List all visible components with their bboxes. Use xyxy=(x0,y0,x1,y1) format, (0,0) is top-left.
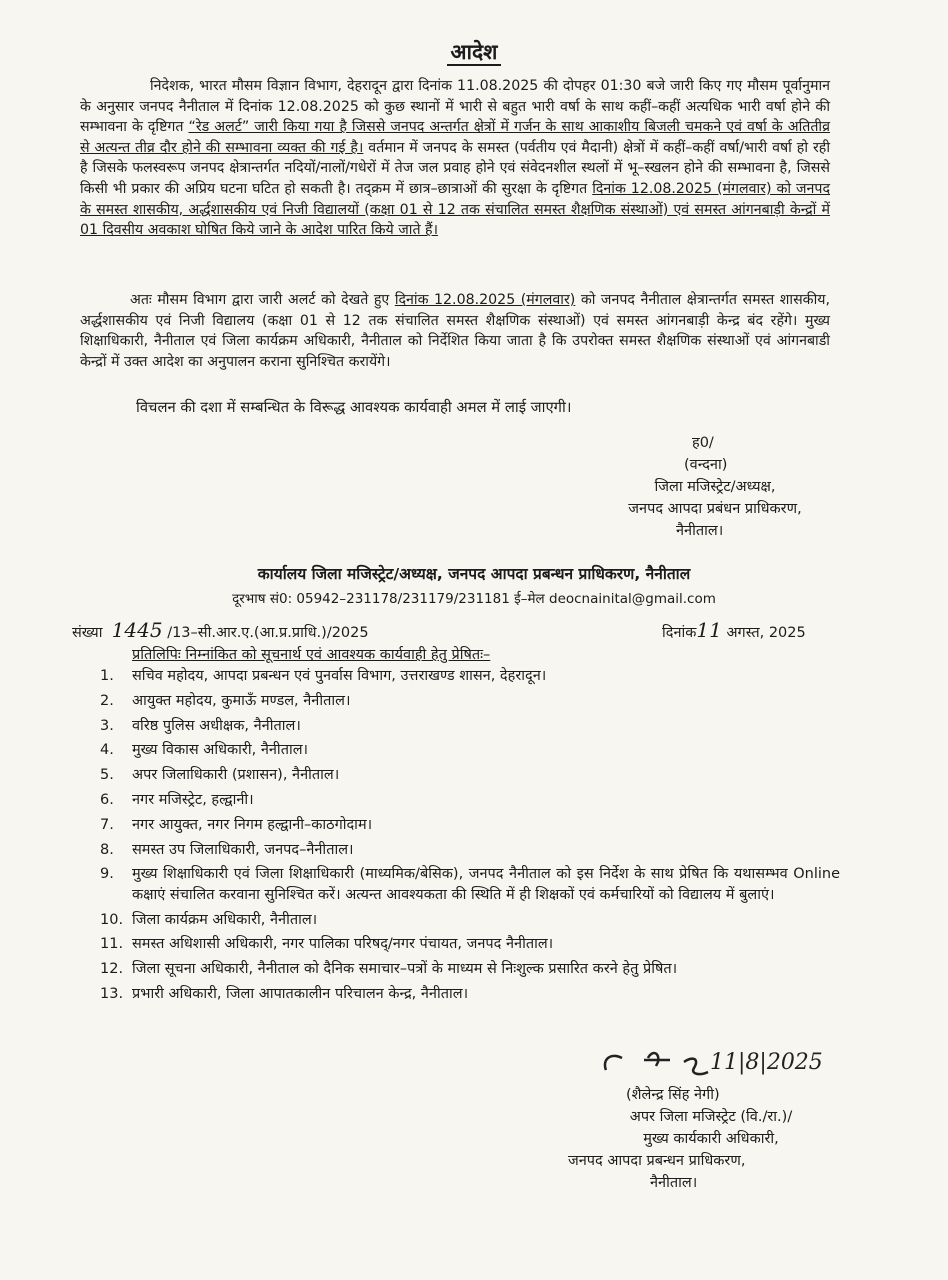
recipient-number: 1. xyxy=(100,668,114,684)
recipient-text: मुख्य शिक्षाधिकारी एवं जिला शिक्षाधिकारी (माध्यमिक/बेसिक), जनपद नैनीताल को इस निर्देश के साथ प्रेषित कि यथासम्भव Online कक्षाएं संचालित करवाना सुनिश्चित करें। अत्यन्त आवश्यकता की स्थिति में ही शिक्षकों एवं कर्मचारियों को विद्यालय में बुलाएं। xyxy=(132,866,840,903)
reference-number: संख्या 1445 /13–सी.आर.ए.(आ.प्र.प्राधि.)/2025 xyxy=(72,618,369,642)
recipient-item xyxy=(100,740,840,761)
recipient-item xyxy=(100,765,840,786)
signatory-role: मुख्य कार्यकारी अधिकारी, xyxy=(643,1131,779,1147)
signature-block-adm xyxy=(568,1084,836,1194)
order-paragraph-1: निदेशक, भारत मौसम विज्ञान विभाग, देहरादून द्वारा दिनांक 11.08.2025 की दोपहर 01:30 बजे जारी किए गए मौसम पूर्वानुमान के अनुसार जनपद नैनीताल में दिनांक 12.08.2025 को कुछ स्थानों में भारी से बहुत भारी वर्षा के साथ कहीं–कहीं अत्यधिक भारी वर्षा होने की सम्भावना के दृष्टिगत “रेड अलर्ट” जारी किया गया है जिससे जनपद अन्तर्गत क्षेत्रों में गर्जन के साथ आकाशीय बिजली चमकने एवं वर्षा के अतितीव्र से अत्यन्त तीव्र दौर होने की सम्भावना व्यक्त की गई है। वर्तमान में जनपद के समस्त (पर्वतीय एवं मैदानी) क्षेत्रों में कहीं–कहीं वर्षा/भारी वर्षा हो रही है जिसके फलस्वरूप जनपद क्षेत्रान्तर्गत नदियों/नालों/गधेरों में तेज जल प्रवाह होने एवं संवेदनशील स्थलों में भू–स्खलन होने की सम्भावना है, जिससे किसी भी प्रकार की अप्रिय घटना घटित हो सकती है। तद्क्रम में छात्र–छात्राओं की सुरक्षा के दृष्टिगत दिनांक 12.08.2025 (मंगलवार) को जनपद के समस्त शासकीय, अर्द्धशासकीय एवं निजी विद्यालयों (कक्षा 01 से 12 तक संचालित समस्त शैक्षणिक संस्थाओं) एवं समस्त आंगनबाड़ी केन्द्रों में 01 दिवसीय अवकाश घोषित किये जाने के आदेश पारित किये जाते हैं। xyxy=(80,78,830,239)
sign-mark: ह0/ xyxy=(692,435,714,451)
recipient-text: आयुक्त महोदय, कुमाऊँ मण्डल, नैनीताल। xyxy=(132,692,351,709)
recipient-item xyxy=(100,716,840,737)
signatory-name: (वन्दना) xyxy=(684,457,728,473)
recipient-number: 8. xyxy=(100,841,114,858)
recipient-item xyxy=(100,691,840,712)
recipient-number: 6. xyxy=(100,791,114,808)
recipient-item xyxy=(100,815,840,836)
signatory-authority: जनपद आपदा प्रबन्धन प्राधिकरण, xyxy=(568,1153,746,1169)
copy-intro: प्रतिलिपिः निम्नांकित को सूचनार्थ एवं आवश्यक कार्यवाही हेतु प्रेषितः– xyxy=(132,647,491,663)
signatory-name: (शैलेन्द्र सिंह नेगी) xyxy=(626,1087,720,1103)
recipient-text: जिला सूचना अधिकारी, नैनीताल को दैनिक समाचार–पत्रों के माध्यम से निःशुल्क प्रसारित करने हेतु प्रेषित। xyxy=(132,961,678,978)
recipient-item xyxy=(100,959,840,980)
handwritten-day: 11 xyxy=(696,618,722,642)
signatory-place: नैनीताल। xyxy=(650,1175,698,1191)
signatory-authority: जनपद आपदा प्रबंधन प्राधिकरण, xyxy=(628,501,802,517)
recipient-number: 11. xyxy=(100,936,124,953)
order-paragraph-2: अतः मौसम विभाग द्वारा जारी अलर्ट को देखते हुए दिनांक 12.08.2025 (मंगलवार) को जनपद नैनीताल क्षेत्रान्तर्गत समस्त शासकीय, अर्द्धशासकीय एवं निजी विद्यालय (कक्षा 01 से 12 तक संचालित समस्त शैक्षणिक संस्थाओं) एवं समस्त आंगनबाड़ी केन्द्र बंद रहेंगे। मुख्य शिक्षाधिकारी, नैनीताल एवं जिला कार्यक्रम अधिकारी, नैनीताल को निर्देशित किया जाता है कि उपरोक्त समस्त शैक्षणिक संस्थाओं एवं आंगनबाडी केन्द्रों में उक्त आदेश का अनुपालन कराना सुनिश्चित करायेंगे। xyxy=(80,292,830,370)
recipient-item xyxy=(100,984,840,1005)
recipient-item xyxy=(100,840,840,861)
recipient-item xyxy=(100,790,840,811)
recipient-number: 5. xyxy=(100,767,114,784)
document-title: आदेश xyxy=(0,38,948,66)
recipient-text: मुख्य विकास अधिकारी, नैनीताल। xyxy=(132,742,309,759)
recipient-text: प्रभारी अधिकारी, जिला आपातकालीन परिचालन केन्द्र, नैनीताल। xyxy=(132,986,469,1003)
recipient-text: सचिव महोदय, आपदा प्रबन्धन एवं पुनर्वास विभाग, उत्तराखण्ड शासन, देहरादून। xyxy=(132,668,547,684)
signatory-place: नैनीताल। xyxy=(676,523,724,539)
recipient-text: समस्त अधिशासी अधिकारी, नगर पालिका परिषद्/नगर पंचायत, जनपद नैनीताल। xyxy=(132,936,554,953)
recipient-text: समस्त उप जिलाधिकारी, जनपद–नैनीताल। xyxy=(132,841,354,858)
recipient-number: 13. xyxy=(100,986,124,1003)
order-paragraph-3: विचलन की दशा में सम्बन्धित के विरूद्ध आवश्यक कार्यवाही अमल में लाई जाएगी। xyxy=(136,399,572,416)
recipient-number: 10. xyxy=(100,911,124,928)
recipient-item xyxy=(100,864,840,905)
recipient-item xyxy=(100,910,840,931)
recipient-list xyxy=(100,666,840,1009)
recipient-text: नगर मजिस्ट्रेट, हल्द्वानी। xyxy=(132,791,254,808)
recipient-text: नगर आयुक्त, नगर निगम हल्द्वानी–काठगोदाम। xyxy=(132,816,373,833)
recipient-number: 12. xyxy=(100,961,124,978)
recipient-text: अपर जिलाधिकारी (प्रशासन), नैनीताल। xyxy=(132,767,340,784)
recipient-number: 2. xyxy=(100,692,114,709)
recipient-item xyxy=(100,666,840,687)
recipient-number: 3. xyxy=(100,717,114,734)
handwritten-number: 1445 xyxy=(111,618,163,642)
recipient-text: वरिष्ठ पुलिस अधीक्षक, नैनीताल। xyxy=(132,717,301,734)
reference-date: दिनांक11 अगस्त, 2025 xyxy=(662,618,806,642)
signature-block-dm xyxy=(600,432,830,542)
recipient-number: 7. xyxy=(100,816,114,833)
office-contact: दूरभाष सं0: 05942–231178/231179/231181 ई–मेल deocnainital@gmail.com xyxy=(232,591,716,607)
signatory-designation: जिला मजिस्ट्रेट/अध्यक्ष, xyxy=(654,479,776,495)
recipient-item xyxy=(100,934,840,955)
recipient-number: 9. xyxy=(100,866,114,883)
office-heading: कार्यालय जिला मजिस्ट्रेट/अध्यक्ष, जनपद आपदा प्रबन्धन प्राधिकरण, नैनीताल xyxy=(257,565,691,583)
recipient-number: 4. xyxy=(100,742,114,759)
signature-date: 11|8|2025 xyxy=(710,1050,823,1075)
signatory-designation: अपर जिला मजिस्ट्रेट (वि./रा.)/ xyxy=(629,1109,793,1125)
recipient-text: जिला कार्यक्रम अधिकारी, नैनीताल। xyxy=(132,911,318,928)
